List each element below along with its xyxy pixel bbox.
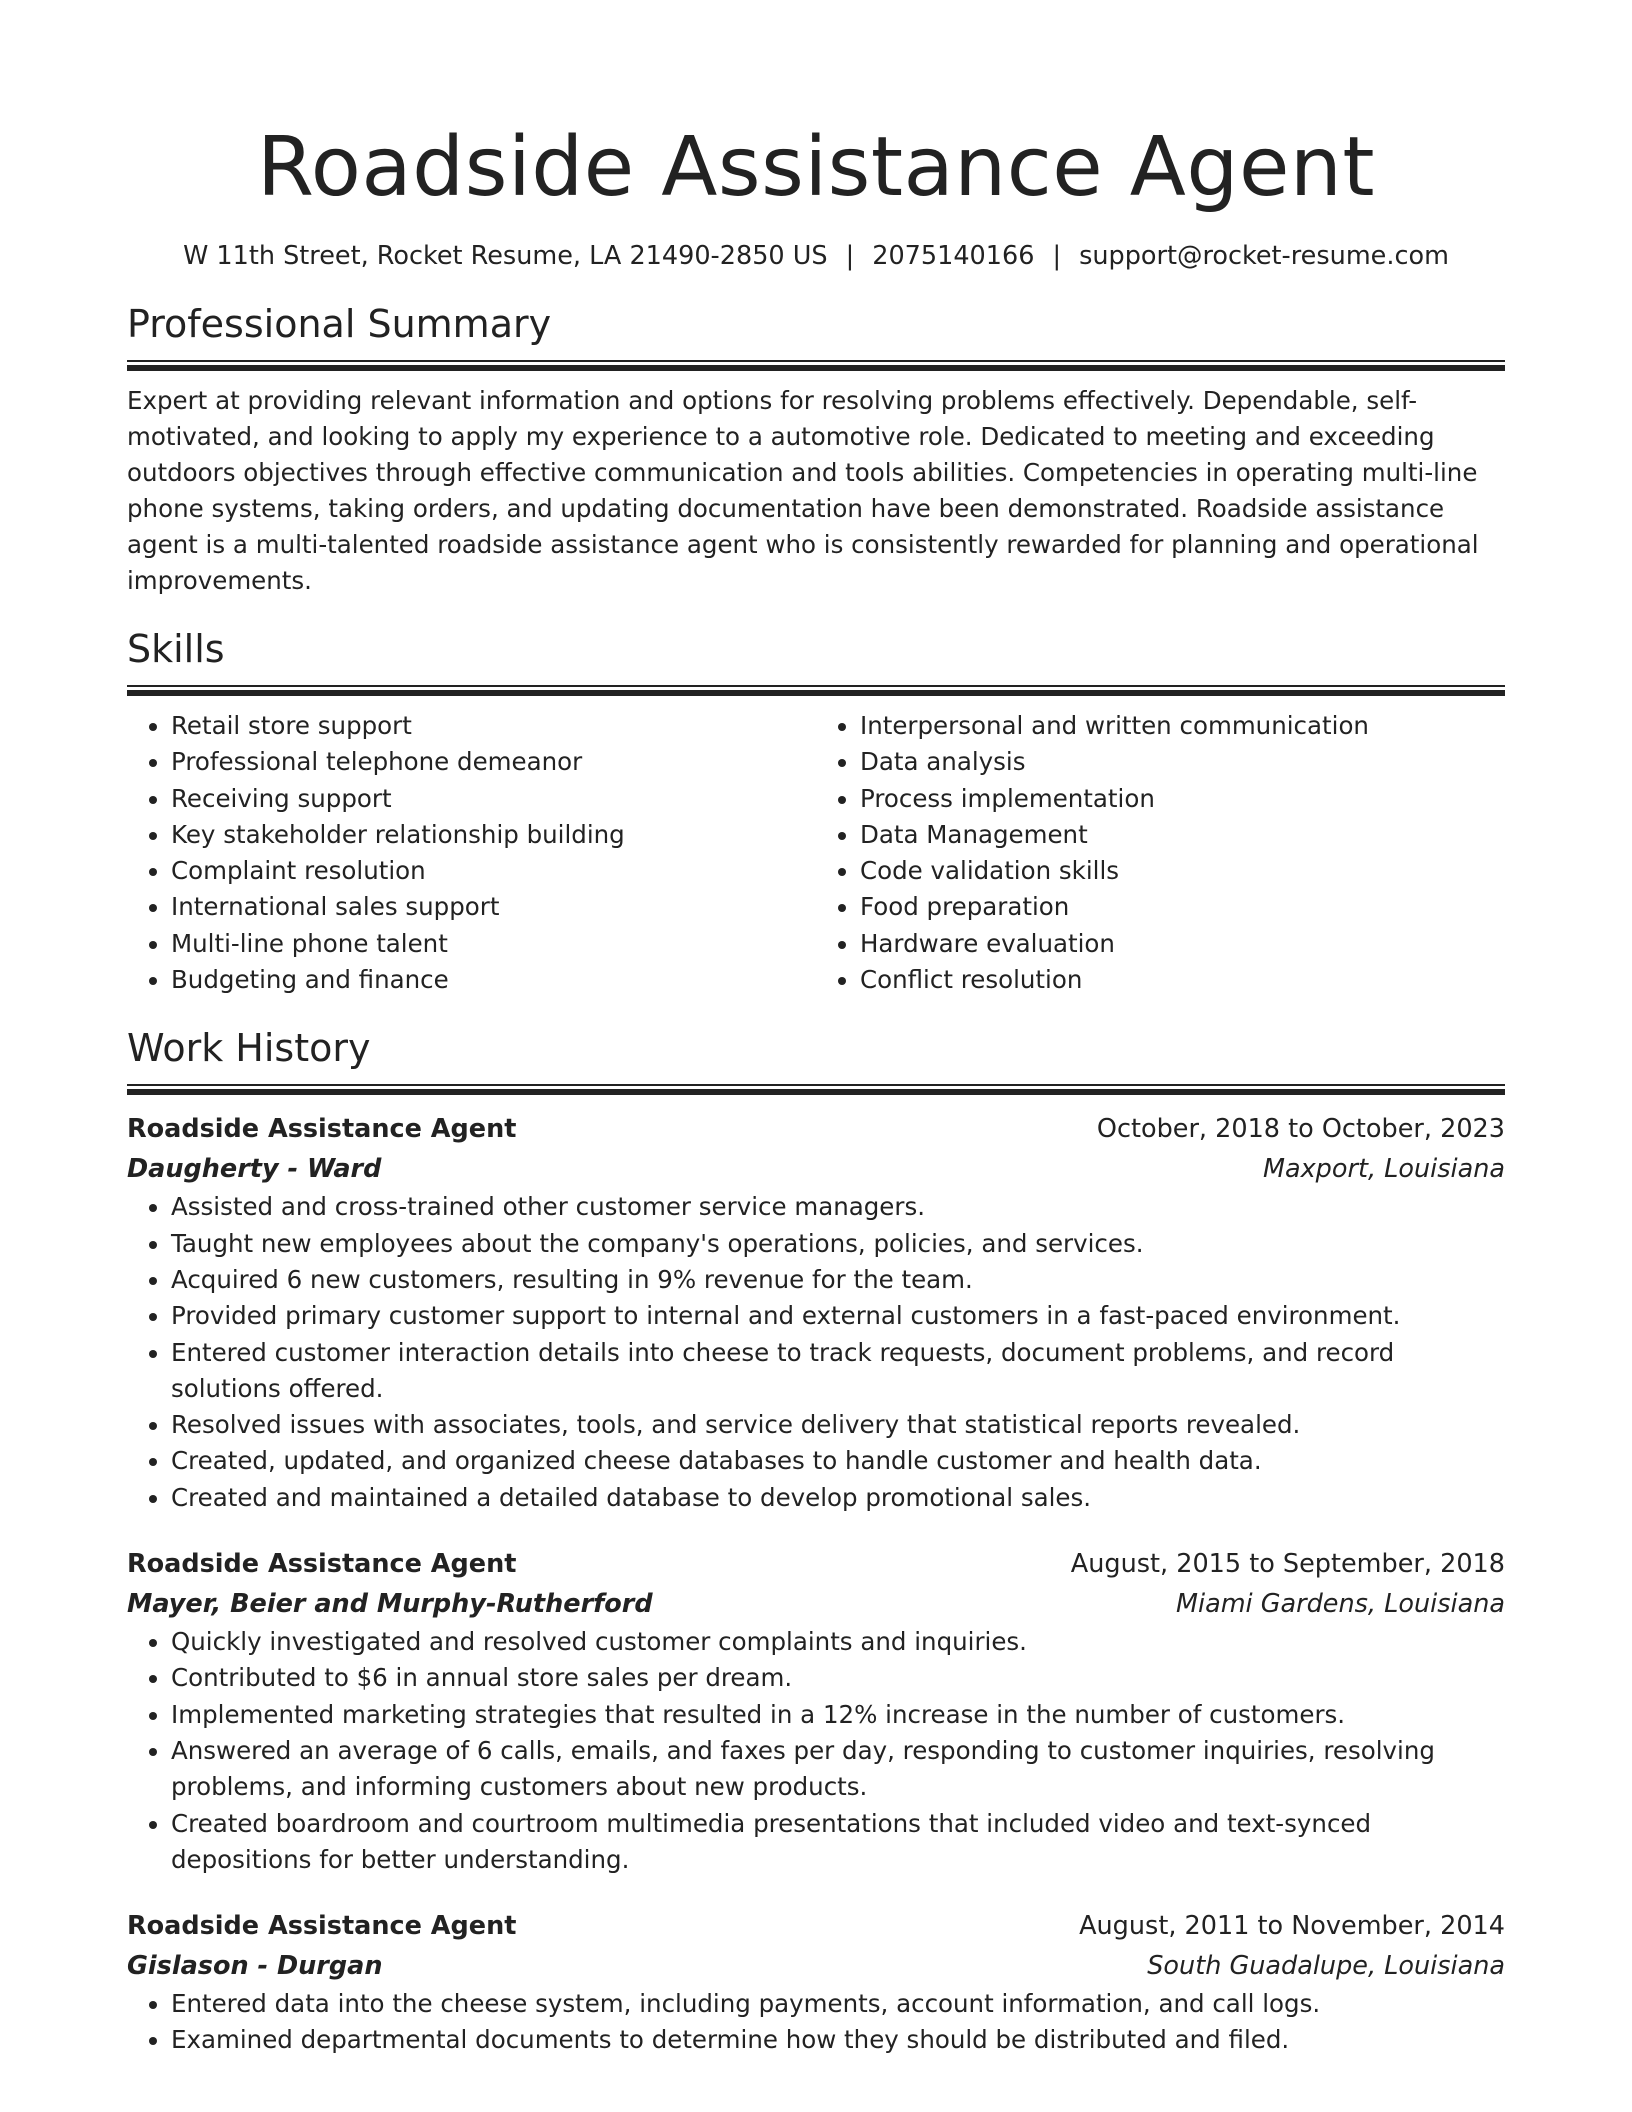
summary-heading: Professional Summary	[127, 302, 552, 346]
contact-address: W 11th Street, Rocket Resume, LA 21490-2850 US	[183, 241, 828, 271]
job-duty: • Created and maintained a detailed database to develop promotional sales.	[171, 1480, 1505, 1516]
section-divider	[127, 685, 1505, 696]
job-entry	[127, 1906, 1505, 2059]
job-dates: August, 2015 to September, 2018	[1070, 1549, 1505, 1580]
section-divider	[127, 1084, 1505, 1095]
job-duty: • Created boardroom and courtroom multimedia presentations that included video and text-synced depositions for better understanding.	[171, 1806, 1505, 1879]
skill-item: • Data Management	[860, 817, 1505, 853]
contact-phone: 2075140166	[872, 241, 1035, 271]
job-duty: • Assisted and cross-trained other customer service managers.	[171, 1189, 1505, 1225]
job-company: Mayer, Beier and Murphy-Rutherford	[127, 1589, 653, 1620]
job-entry	[127, 1544, 1505, 1878]
job-duty: • Examined departmental documents to determine how they should be distributed and filed.	[171, 2022, 1505, 2058]
skill-item: • Data analysis	[860, 744, 1505, 780]
skills-heading: Skills	[127, 627, 225, 671]
skill-item: • Conflict resolution	[860, 962, 1505, 998]
resume-name: Roadside Assistance Agent	[256, 120, 1376, 215]
job-duties-list	[127, 1624, 1505, 1878]
contact-separator: |	[1052, 241, 1062, 271]
section-divider	[127, 360, 1505, 371]
skills-list-left	[127, 708, 816, 998]
skill-item: • Multi-line phone talent	[171, 926, 816, 962]
job-duties-list	[127, 1189, 1505, 1516]
job-duty: • Created, updated, and organized cheese databases to handle customer and health data.	[171, 1443, 1505, 1479]
job-duty: • Answered an average of 6 calls, emails, and faxes per day, responding to customer inquiries, resolving problems, and informing customers about new products.	[171, 1733, 1505, 1806]
job-duty: • Provided primary customer support to internal and external customers in a fast-paced environment.	[171, 1298, 1505, 1334]
skill-item: • Budgeting and finance	[171, 962, 816, 998]
job-duty: • Contributed to $6 in annual store sales per dream.	[171, 1660, 1505, 1696]
job-company: Daugherty - Ward	[127, 1154, 382, 1185]
contact-line	[127, 240, 1505, 272]
skill-item: • Process implementation	[860, 781, 1505, 817]
skill-item: • Interpersonal and written communication	[860, 708, 1505, 744]
summary-section	[127, 301, 1505, 599]
contact-separator: |	[845, 241, 855, 271]
job-duty: • Implemented marketing strategies that resulted in a 12% increase in the number of customers.	[171, 1697, 1505, 1733]
job-duty: • Quickly investigated and resolved customer complaints and inquiries.	[171, 1624, 1505, 1660]
job-subheader-row	[127, 1946, 1505, 1986]
job-duty: • Entered customer interaction details into cheese to track requests, document problems, and record solutions offered.	[171, 1335, 1505, 1408]
skill-item: • Retail store support	[171, 708, 816, 744]
job-header-row	[127, 1906, 1505, 1946]
job-header-row	[127, 1109, 1505, 1149]
skills-columns	[127, 708, 1505, 998]
job-location: Maxport, Louisiana	[1262, 1154, 1505, 1185]
job-dates: August, 2011 to November, 2014	[1079, 1911, 1505, 1942]
skill-item: • Food preparation	[860, 889, 1505, 925]
skills-list-right	[816, 708, 1505, 998]
job-header-row	[127, 1544, 1505, 1584]
job-dates: October, 2018 to October, 2023	[1096, 1114, 1505, 1145]
job-duty: • Acquired 6 new customers, resulting in 9% revenue for the team.	[171, 1262, 1505, 1298]
skill-item: • Hardware evaluation	[860, 926, 1505, 962]
job-duty: • Entered data into the cheese system, including payments, account information, and call logs.	[171, 1986, 1505, 2022]
work-history-heading: Work History	[127, 1026, 371, 1071]
job-duty: • Resolved issues with associates, tools, and service delivery that statistical reports revealed.	[171, 1407, 1505, 1443]
job-location: Miami Gardens, Louisiana	[1176, 1589, 1505, 1620]
skill-item: • Complaint resolution	[171, 853, 816, 889]
job-duty: • Taught new employees about the company's operations, policies, and services.	[171, 1226, 1505, 1262]
skill-item: • Receiving support	[171, 781, 816, 817]
job-company: Gislason - Durgan	[127, 1951, 383, 1982]
job-duties-list	[127, 1986, 1505, 2059]
job-location: South Guadalupe, Louisiana	[1147, 1951, 1505, 1982]
job-title: Roadside Assistance Agent	[127, 1911, 517, 1942]
contact-email: support@rocket-resume.com	[1079, 241, 1449, 271]
job-title: Roadside Assistance Agent	[127, 1114, 517, 1145]
skills-section	[127, 626, 1505, 998]
summary-text: Expert at providing relevant information and options for resolving problems effectively. Dependable, self-motivated, and looking to apply my experience to a automotive role. Dedicated to meeting and exceeding outdoors objectives through effective communication and tools abilities. Competencies in operating multi-line phone systems, taking orders, and updating documentation have been demonstrated. Roadside assistance agent is a multi-talented roadside assistance agent who is consistently rewarded for planning and operational improvements.	[127, 386, 1479, 595]
job-subheader-row	[127, 1149, 1505, 1189]
skill-item: • Code validation skills	[860, 853, 1505, 889]
skill-item: • Key stakeholder relationship building	[171, 817, 816, 853]
work-history-section	[127, 1025, 1505, 2058]
job-subheader-row	[127, 1584, 1505, 1624]
job-title: Roadside Assistance Agent	[127, 1549, 517, 1580]
skill-item: • Professional telephone demeanor	[171, 744, 816, 780]
job-entry	[127, 1109, 1505, 1516]
skill-item: • International sales support	[171, 889, 816, 925]
